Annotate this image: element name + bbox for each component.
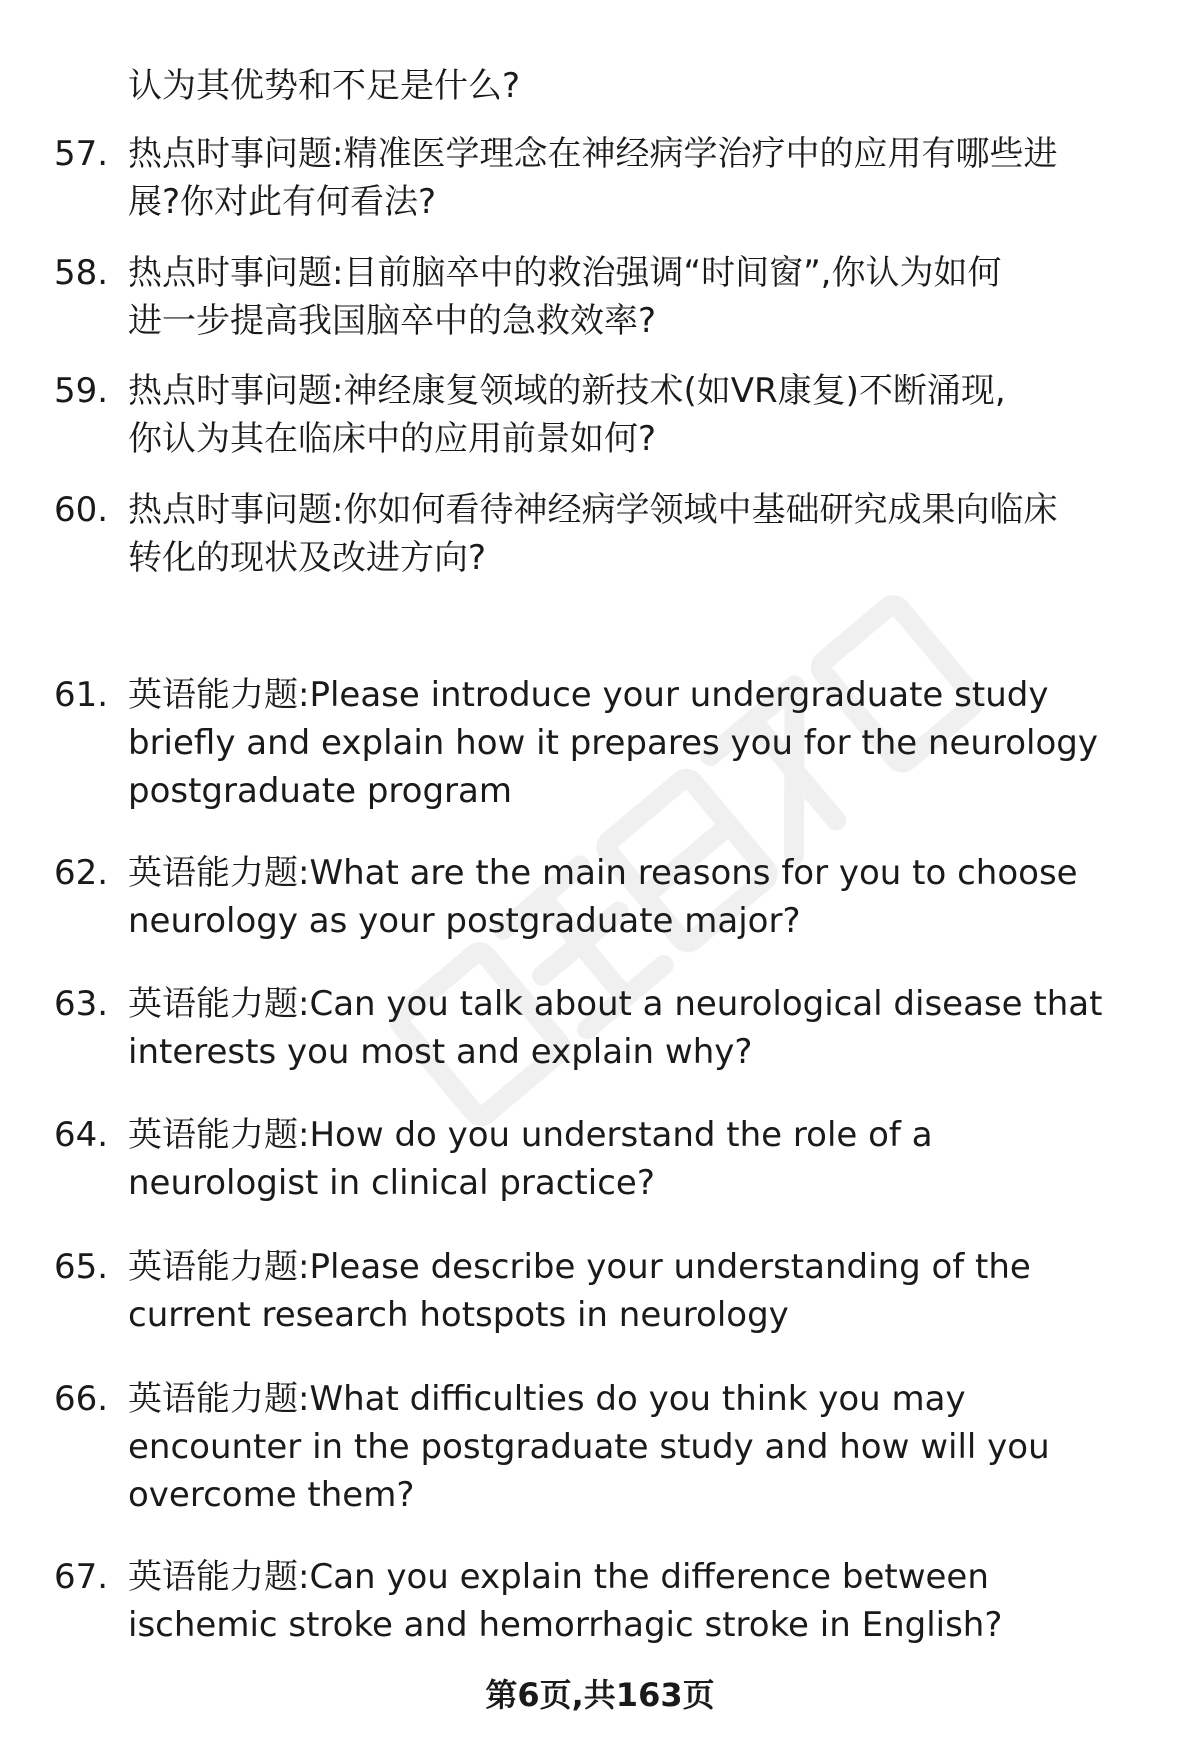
question-text-line: current research hotspots in neurology [128, 1295, 789, 1335]
question-text-line: 英语能力题:Please introduce your undergraduate study [128, 675, 1049, 715]
question-text-line: ischemic stroke and hemorrhagic stroke in English? [128, 1605, 1003, 1645]
question-text-line: 英语能力题:Can you talk about a neurological disease that [128, 984, 1103, 1024]
question-text-line: 英语能力题:What difficulties do you think you may [128, 1379, 966, 1419]
question-text-line: 英语能力题:Can you explain the difference between [128, 1557, 989, 1597]
question-text-line: 转化的现状及改进方向? [128, 538, 487, 578]
question-text-line: encounter in the postgraduate study and how will you [128, 1427, 1050, 1467]
question-text-line: 展?你对此有何看法? [128, 182, 437, 222]
question-number: 65. [54, 1247, 109, 1287]
question-text-line: 英语能力题:How do you understand the role of a [128, 1115, 933, 1155]
question-text-line: 英语能力题:What are the main reasons for you to choose [128, 853, 1078, 893]
question-text-line: 热点时事问题:你如何看待神经病学领域中基础研究成果向临床 [128, 490, 1058, 530]
question-text-line: postgraduate program [128, 771, 512, 811]
question-text-line: briefly and explain how it prepares you for the neurology [128, 723, 1098, 763]
continuation-text: 认为其优势和不足是什么? [128, 66, 521, 106]
question-number: 64. [54, 1115, 109, 1155]
question-number: 63. [54, 984, 109, 1024]
question-text-line: interests you most and explain why? [128, 1032, 753, 1072]
question-text-line: 热点时事问题:目前脑卒中的救治强调“时间窗”,你认为如何 [128, 253, 1002, 293]
question-text-line: 热点时事问题:精准医学理念在神经病学治疗中的应用有哪些进 [128, 134, 1058, 174]
question-text-line: neurology as your postgraduate major? [128, 901, 801, 941]
question-text-line: 进一步提高我国脑卒中的急救效率? [128, 301, 657, 341]
question-number: 59. [54, 371, 109, 411]
question-number: 61. [54, 675, 109, 715]
question-number: 62. [54, 853, 109, 893]
question-text-line: 英语能力题:Please describe your understanding of the [128, 1247, 1031, 1287]
question-number: 67. [54, 1557, 109, 1597]
question-number: 60. [54, 490, 109, 530]
question-text-line: overcome them? [128, 1475, 415, 1515]
question-number: 58. [54, 253, 109, 293]
question-text-line: neurologist in clinical practice? [128, 1163, 655, 1203]
question-number: 66. [54, 1379, 109, 1419]
question-number: 57. [54, 134, 109, 174]
page-footer: 第6页,共163页 [485, 1676, 715, 1714]
question-text-line: 你认为其在临床中的应用前景如何? [128, 419, 657, 459]
question-text-line: 热点时事问题:神经康复领域的新技术(如VR康复)不断涌现, [128, 371, 1006, 411]
